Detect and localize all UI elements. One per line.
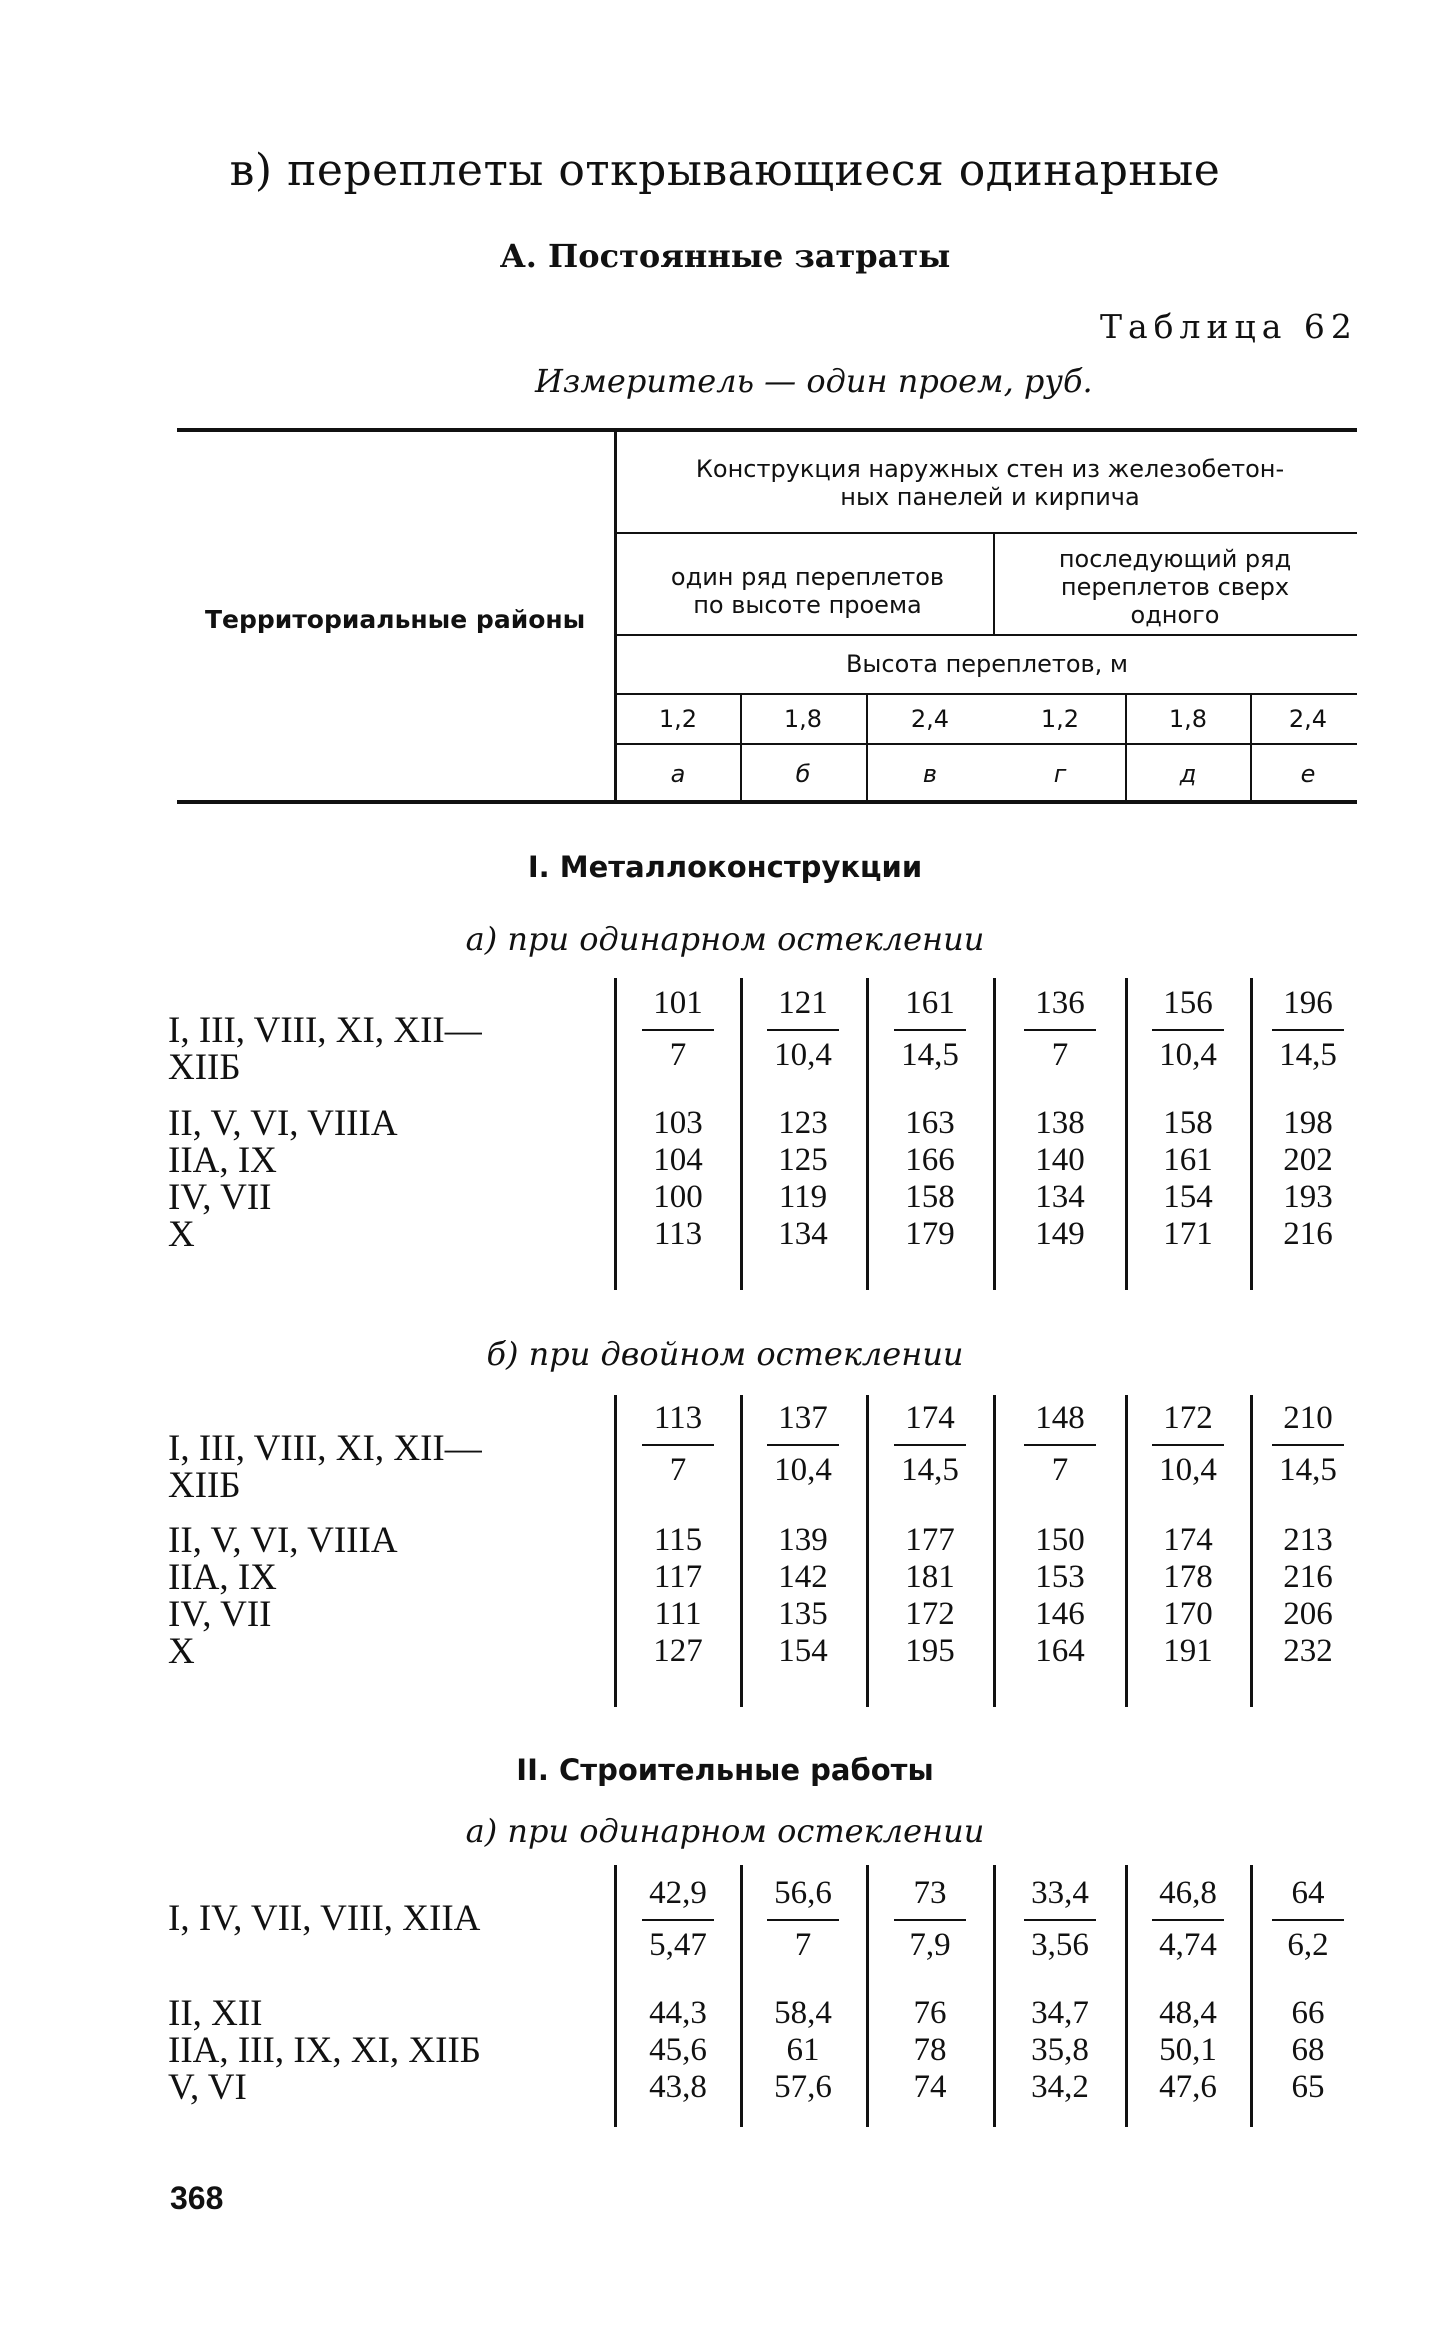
column-line-0: [614, 1395, 617, 1707]
row-label-1: IIA, IX: [168, 1140, 277, 1181]
fraction-bottom-0: 7: [669, 1037, 687, 1073]
cell-2-0: 100: [653, 1179, 703, 1215]
header-letter-0: а: [670, 760, 686, 788]
fraction-line-0: [642, 1444, 714, 1446]
column-line-2: [866, 1865, 869, 2127]
row-label-3: X: [168, 1631, 195, 1672]
cell-1-3: 35,8: [1031, 2032, 1089, 2068]
cell-2-3: 146: [1035, 1596, 1085, 1632]
section2-sub-a: а) при одинарном остеклении: [465, 1812, 985, 1850]
cell-1-0: 45,6: [649, 2032, 707, 2068]
fraction-top-0: 113: [653, 1400, 703, 1436]
fraction-bottom-5: 6,2: [1287, 1927, 1329, 1963]
cell-0-2: 163: [905, 1105, 955, 1141]
cell-3-0: 113: [653, 1216, 703, 1252]
cell-0-5: 213: [1283, 1522, 1333, 1558]
fraction-line-2: [894, 1444, 966, 1446]
header-group2-line1: последующий ряд: [1058, 545, 1292, 573]
row-label-1: IIA, IX: [168, 1557, 277, 1598]
header-height-2: 2,4: [910, 705, 950, 733]
page-subtitle: А. Постоянные затраты: [499, 237, 951, 275]
cell-0-1: 58,4: [774, 1995, 832, 2031]
cell-0-0: 103: [653, 1105, 703, 1141]
cell-2-5: 65: [1291, 2069, 1325, 2105]
column-line-3: [993, 1865, 996, 2127]
cell-0-5: 66: [1291, 1995, 1325, 2031]
fraction-top-3: 136: [1035, 985, 1085, 1021]
column-line-0: [614, 1865, 617, 2127]
column-line-1: [740, 1395, 743, 1707]
fraction-line-5: [1272, 1029, 1344, 1031]
cell-3-2: 179: [905, 1216, 955, 1252]
section1-sub-a: а) при одинарном остеклении: [465, 920, 985, 958]
fraction-bottom-4: 10,4: [1159, 1452, 1217, 1488]
cell-1-1: 125: [778, 1142, 828, 1178]
header-letter-1: б: [795, 760, 811, 788]
cell-1-0: 117: [653, 1559, 703, 1595]
cell-0-3: 138: [1035, 1105, 1085, 1141]
section1-title: I. Металлоконструкции: [527, 850, 923, 884]
column-line-3: [993, 1395, 996, 1707]
row-label-2: IV, VII: [168, 1594, 272, 1635]
cell-2-2: 74: [913, 2069, 947, 2105]
fraction-line-2: [894, 1919, 966, 1921]
row-label-0: II, XII: [168, 1993, 263, 2034]
fraction-top-4: 46,8: [1159, 1875, 1217, 1911]
fraction-top-2: 161: [905, 985, 955, 1021]
header-height-3: 1,2: [1040, 705, 1080, 733]
cell-2-1: 135: [778, 1596, 828, 1632]
fraction-top-5: 210: [1283, 1400, 1333, 1436]
fraction-line-3: [1024, 1444, 1096, 1446]
header-height-4: 1,8: [1168, 705, 1208, 733]
fraction-line-1: [767, 1029, 839, 1031]
cell-1-4: 178: [1163, 1559, 1213, 1595]
fraction-bottom-4: 10,4: [1159, 1037, 1217, 1073]
header-top-rule: [177, 428, 1357, 432]
header-height: Высота переплетов, м: [845, 650, 1129, 678]
cell-0-4: 174: [1163, 1522, 1213, 1558]
fraction-top-1: 56,6: [774, 1875, 832, 1911]
fraction-line-2: [894, 1029, 966, 1031]
row-label-1: IIA, III, IX, XI, XIIБ: [168, 2030, 482, 2071]
cell-1-5: 216: [1283, 1559, 1333, 1595]
fraction-top-5: 196: [1283, 985, 1333, 1021]
fraction-line-3: [1024, 1029, 1096, 1031]
cell-2-4: 170: [1163, 1596, 1213, 1632]
header-construction-line1: Конструкция наружных стен из железобетон-: [695, 455, 1285, 483]
fraction-line-0: [642, 1029, 714, 1031]
header-col-line-0: [740, 695, 742, 800]
fraction-top-0: 101: [653, 985, 703, 1021]
fraction-bottom-0: 5,47: [649, 1927, 707, 1963]
cell-1-1: 142: [778, 1559, 828, 1595]
cell-2-0: 111: [654, 1596, 702, 1632]
header-letter-5: е: [1300, 760, 1316, 788]
cell-1-5: 202: [1283, 1142, 1333, 1178]
header-height-5: 2,4: [1288, 705, 1328, 733]
fraction-top-4: 172: [1163, 1400, 1213, 1436]
fraction-bottom-1: 10,4: [774, 1037, 832, 1073]
fraction-top-0: 42,9: [649, 1875, 707, 1911]
header-rule-2: [617, 634, 1357, 636]
cell-0-4: 48,4: [1159, 1995, 1217, 2031]
header-height-1: 1,8: [783, 705, 823, 733]
fraction-bottom-5: 14,5: [1279, 1452, 1337, 1488]
cell-0-1: 123: [778, 1105, 828, 1141]
column-line-4: [1125, 1865, 1128, 2127]
cell-1-3: 140: [1035, 1142, 1085, 1178]
cell-0-2: 177: [905, 1522, 955, 1558]
fraction-top-3: 148: [1035, 1400, 1085, 1436]
header-group2-line2: переплетов сверх: [1060, 573, 1290, 601]
fraction-bottom-3: 7: [1051, 1452, 1069, 1488]
header-letter-3: г: [1053, 760, 1067, 788]
fraction-line-1: [767, 1444, 839, 1446]
cell-2-3: 134: [1035, 1179, 1085, 1215]
cell-3-5: 216: [1283, 1216, 1333, 1252]
header-rule-3: [617, 693, 1357, 695]
cell-3-5: 232: [1283, 1633, 1333, 1669]
row-label-0: II, V, VI, VIIIA: [168, 1520, 398, 1561]
fraction-bottom-3: 7: [1051, 1037, 1069, 1073]
column-line-5: [1250, 978, 1253, 1290]
fraction-bottom-3: 3,56: [1031, 1927, 1089, 1963]
cell-3-4: 191: [1163, 1633, 1213, 1669]
cell-3-3: 149: [1035, 1216, 1085, 1252]
measure-note: Измеритель — один проем, руб.: [535, 362, 1093, 400]
cell-3-1: 154: [778, 1633, 828, 1669]
cell-0-5: 198: [1283, 1105, 1333, 1141]
cell-2-1: 119: [778, 1179, 828, 1215]
fraction-line-0: [642, 1919, 714, 1921]
cell-2-2: 172: [905, 1596, 955, 1632]
cell-1-1: 61: [786, 2032, 820, 2068]
cell-2-5: 193: [1283, 1179, 1333, 1215]
header-group1-line1: один ряд переплетов: [670, 563, 945, 591]
cell-1-3: 153: [1035, 1559, 1085, 1595]
section1-b-row1-label-line2: XIIБ: [168, 1465, 241, 1506]
header-height-0: 1,2: [658, 705, 698, 733]
section2-title: II. Строительные работы: [516, 1753, 934, 1787]
cell-0-3: 34,7: [1031, 1995, 1089, 2031]
fraction-top-3: 33,4: [1031, 1875, 1089, 1911]
header-group1: [630, 563, 985, 619]
cell-1-5: 68: [1291, 2032, 1325, 2068]
fraction-line-5: [1272, 1919, 1344, 1921]
row-label-3: X: [168, 1214, 195, 1255]
fraction-bottom-2: 7,9: [909, 1927, 951, 1963]
fraction-top-4: 156: [1163, 985, 1213, 1021]
fraction-bottom-5: 14,5: [1279, 1037, 1337, 1073]
cell-3-0: 127: [653, 1633, 703, 1669]
header-group-divider: [993, 534, 995, 634]
section1-b-row1-label-line1: I, III, VIII, XI, XII—: [168, 1428, 482, 1469]
row-label-2: V, VI: [168, 2067, 247, 2108]
section1-a-row1-label-line1: I, III, VIII, XI, XII—: [168, 1010, 482, 1051]
section1-a-row1-label-line2: XIIБ: [168, 1047, 241, 1088]
cell-0-0: 115: [653, 1522, 703, 1558]
fraction-bottom-2: 14,5: [901, 1037, 959, 1073]
cell-0-0: 44,3: [649, 1995, 707, 2031]
fraction-bottom-4: 4,74: [1159, 1927, 1217, 1963]
header-construction: [630, 455, 1350, 511]
header-bottom-rule: [177, 800, 1357, 804]
cell-2-5: 206: [1283, 1596, 1333, 1632]
row-label-0: II, V, VI, VIIIA: [168, 1103, 398, 1144]
fraction-top-1: 121: [778, 985, 828, 1021]
header-rule-4: [617, 743, 1357, 745]
fraction-top-1: 137: [778, 1400, 828, 1436]
column-line-2: [866, 1395, 869, 1707]
cell-2-4: 47,6: [1159, 2069, 1217, 2105]
header-letter-2: в: [922, 760, 938, 788]
row-label-2: IV, VII: [168, 1177, 272, 1218]
section2-a-row1-label-line1: I, IV, VII, VIII, XIIA: [168, 1898, 481, 1939]
cell-3-1: 134: [778, 1216, 828, 1252]
cell-3-4: 171: [1163, 1216, 1213, 1252]
fraction-top-2: 174: [905, 1400, 955, 1436]
header-group1-line2: по высоте проема: [693, 591, 922, 619]
fraction-top-2: 73: [913, 1875, 947, 1911]
cell-1-2: 166: [905, 1142, 955, 1178]
cell-0-3: 150: [1035, 1522, 1085, 1558]
header-group2-line3: одного: [1130, 601, 1220, 629]
cell-2-1: 57,6: [774, 2069, 832, 2105]
cell-1-2: 78: [913, 2032, 947, 2068]
column-line-5: [1250, 1865, 1253, 2127]
cell-0-2: 76: [913, 1995, 947, 2031]
header-letter-4: д: [1179, 760, 1197, 788]
column-line-1: [740, 1865, 743, 2127]
cell-1-2: 181: [905, 1559, 955, 1595]
fraction-bottom-1: 10,4: [774, 1452, 832, 1488]
cell-2-0: 43,8: [649, 2069, 707, 2105]
cell-0-4: 158: [1163, 1105, 1213, 1141]
fraction-line-4: [1152, 1919, 1224, 1921]
fraction-bottom-1: 7: [794, 1927, 812, 1963]
cell-2-3: 34,2: [1031, 2069, 1089, 2105]
column-line-4: [1125, 1395, 1128, 1707]
cell-1-4: 50,1: [1159, 2032, 1217, 2068]
fraction-line-1: [767, 1919, 839, 1921]
fraction-line-4: [1152, 1444, 1224, 1446]
column-line-5: [1250, 1395, 1253, 1707]
column-line-0: [614, 978, 617, 1290]
fraction-line-4: [1152, 1029, 1224, 1031]
header-construction-line2: ных панелей и кирпича: [840, 483, 1140, 511]
header-group2: [1000, 545, 1350, 629]
cell-2-4: 154: [1163, 1179, 1213, 1215]
fraction-line-3: [1024, 1919, 1096, 1921]
page-number: 368: [170, 2180, 224, 2216]
column-line-4: [1125, 978, 1128, 1290]
cell-3-3: 164: [1035, 1633, 1085, 1669]
cell-0-1: 139: [778, 1522, 828, 1558]
column-line-2: [866, 978, 869, 1290]
column-line-1: [740, 978, 743, 1290]
cell-3-2: 195: [905, 1633, 955, 1669]
fraction-bottom-2: 14,5: [901, 1452, 959, 1488]
header-col-line-2: [1125, 695, 1127, 800]
header-col-line-1: [866, 695, 868, 800]
header-col-line-3: [1250, 695, 1252, 800]
cell-2-2: 158: [905, 1179, 955, 1215]
cell-1-4: 161: [1163, 1142, 1213, 1178]
fraction-top-5: 64: [1291, 1875, 1325, 1911]
section1-sub-b: б) при двойном остеклении: [486, 1335, 964, 1373]
cell-1-0: 104: [653, 1142, 703, 1178]
header-regions: Территориальные районы: [205, 605, 586, 634]
table-label: Таблица 62: [1100, 307, 1358, 346]
column-line-3: [993, 978, 996, 1290]
fraction-bottom-0: 7: [669, 1452, 687, 1488]
page-title: в) переплеты открывающиеся одинарные: [229, 145, 1221, 196]
fraction-line-5: [1272, 1444, 1344, 1446]
header-rule-1: [617, 532, 1357, 534]
